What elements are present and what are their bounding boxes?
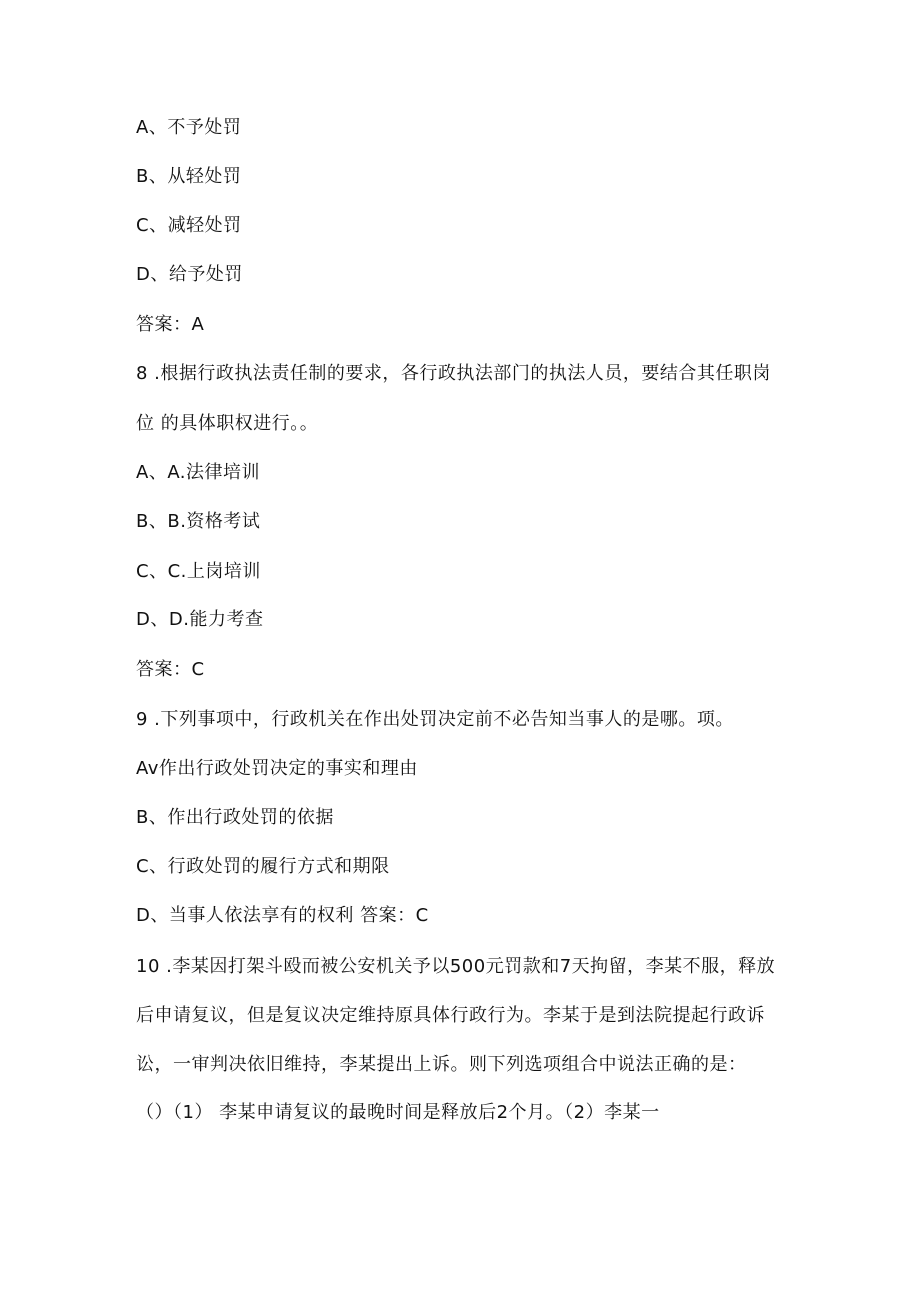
q9-question: 9 .下列事项中，行政机关在作出处罚决定前不必告知当事人的是哪。项。 <box>136 709 734 730</box>
q9-option-d-and-answer: D、当事人依法享有的权利 答案：C <box>136 905 429 926</box>
q9-option-c: C、行政处罚的履行方式和期限 <box>136 856 390 877</box>
q10-question-line-2: 后申请复议，但是复议决定维持原具体行政行为。李某于是到法院提起行政诉 <box>136 1005 765 1026</box>
q8-option-a: A、A.法律培训 <box>136 462 261 483</box>
q8-question-line-2: 位 的具体职权进行。。 <box>136 413 319 434</box>
q7-option-a: A、不予处罚 <box>136 117 242 138</box>
q8-option-c: C、C.上岗培训 <box>136 561 261 582</box>
q7-option-d: D、给予处罚 <box>136 264 243 285</box>
q7-answer: 答案：A <box>136 314 205 335</box>
q10-question-line-1: 10 .李某因打架斗殴而被公安机关予以500元罚款和7天拘留，李某不服，释放 <box>136 956 776 977</box>
q8-answer: 答案：C <box>136 659 205 680</box>
q9-option-a: Av作出行政处罚决定的事实和理由 <box>136 758 418 779</box>
q9-option-b: B、作出行政处罚的依据 <box>136 807 334 828</box>
q8-question-line-1: 8 .根据行政执法责任制的要求，各行政执法部门的执法人员，要结合其任职岗 <box>136 363 771 384</box>
q7-option-c: C、减轻处罚 <box>136 215 242 236</box>
q7-option-b: B、从轻处罚 <box>136 166 242 187</box>
q10-question-line-4: （）（1） 李某申请复议的最晚时间是释放后2个月。（2）李某一 <box>136 1102 660 1123</box>
q8-option-d: D、D.能力考查 <box>136 609 264 630</box>
q10-question-line-3: 讼，一审判决依旧维持，李某提出上诉。则下列选项组合中说法正确的是： <box>136 1054 747 1075</box>
q8-option-b: B、B.资格考试 <box>136 511 261 532</box>
